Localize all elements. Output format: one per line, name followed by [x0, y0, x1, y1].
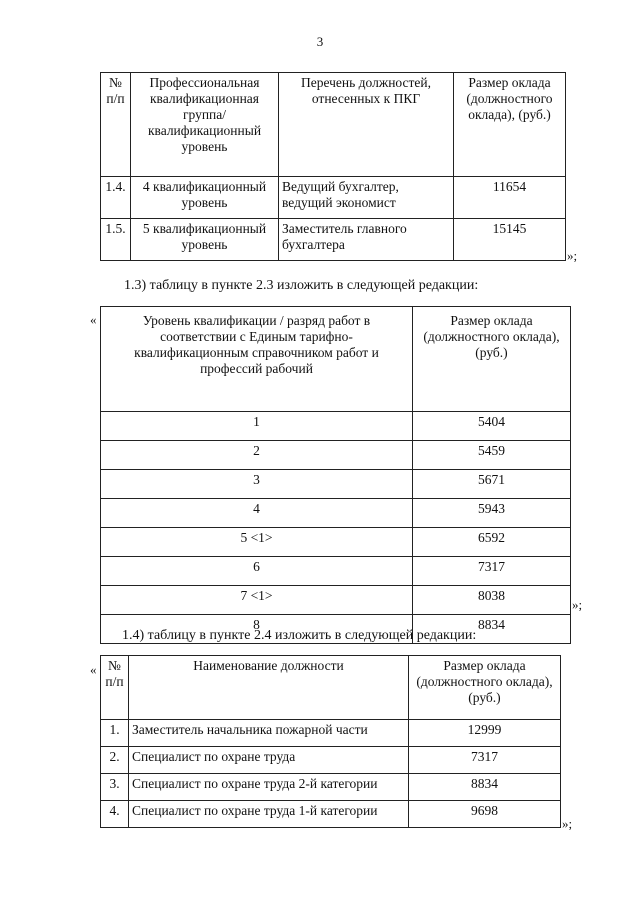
table-position-salaries — [100, 655, 561, 828]
header-position: Наименование должности — [129, 656, 409, 720]
row-salary: 8834 — [409, 774, 561, 801]
row-salary: 6592 — [413, 528, 571, 557]
header-num: № п/п — [101, 73, 131, 177]
open-quote-3: « — [90, 662, 97, 677]
table-header-row — [101, 73, 566, 177]
header-qualification: Уровень квалификации / разряд работ в соответствии с Единым тарифно-квалификационным справочником работ и профессий рабочий — [101, 307, 413, 412]
table-row — [101, 774, 561, 801]
header-salary: Размер оклада (должностного оклада), (руб.) — [409, 656, 561, 720]
row-level: 5 <1> — [101, 528, 413, 557]
table-row — [101, 412, 571, 441]
open-quote-2: « — [90, 312, 97, 327]
row-level: 6 — [101, 557, 413, 586]
close-quote-3: »; — [562, 816, 573, 831]
row-level: 5 квалификационный уровень — [131, 219, 279, 261]
row-level: 2 — [101, 441, 413, 470]
row-level: 3 — [101, 470, 413, 499]
row-level: 4 квалификационный уровень — [131, 177, 279, 219]
table-row — [101, 747, 561, 774]
header-group: Профессиональная квалификационная группа/ квалификационный уровень — [131, 73, 279, 177]
row-positions: Заместитель главного бухгалтера — [279, 219, 454, 261]
row-num: 2. — [101, 747, 129, 774]
header-num: № п/п — [101, 656, 129, 720]
page-number: 3 — [316, 34, 324, 49]
row-position: Специалист по охране труда 1-й категории — [129, 801, 409, 828]
table-pkg-salaries — [100, 72, 566, 261]
table-header-row — [101, 307, 571, 412]
table-row — [101, 177, 566, 219]
table-row — [101, 219, 566, 261]
header-salary: Размер оклада (должностного оклада), (руб.) — [413, 307, 571, 412]
table-row — [101, 720, 561, 747]
table-row — [101, 470, 571, 499]
row-positions: Ведущий бухгалтер, ведущий экономист — [279, 177, 454, 219]
table-row — [101, 528, 571, 557]
header-salary: Размер оклада (должностного оклада), (руб.) — [454, 73, 566, 177]
table-row — [101, 801, 561, 828]
table-row — [101, 441, 571, 470]
row-salary: 15145 — [454, 219, 566, 261]
row-num: 1.5. — [101, 219, 131, 261]
row-salary: 7317 — [409, 747, 561, 774]
row-position: Специалист по охране труда 2-й категории — [129, 774, 409, 801]
row-salary: 7317 — [413, 557, 571, 586]
row-salary: 9698 — [409, 801, 561, 828]
row-salary: 11654 — [454, 177, 566, 219]
row-num: 4. — [101, 801, 129, 828]
row-level: 4 — [101, 499, 413, 528]
row-level: 1 — [101, 412, 413, 441]
row-level: 7 <1> — [101, 586, 413, 615]
row-salary: 5943 — [413, 499, 571, 528]
row-salary: 8038 — [413, 586, 571, 615]
table-worker-salaries — [100, 306, 571, 644]
table-header-row — [101, 656, 561, 720]
row-num: 1.4. — [101, 177, 131, 219]
table-row — [101, 586, 571, 615]
header-positions: Перечень должностей, отнесенных к ПКГ — [279, 73, 454, 177]
row-salary: 5404 — [413, 412, 571, 441]
close-quote-1: »; — [567, 248, 578, 263]
row-num: 1. — [101, 720, 129, 747]
row-level: 8 — [101, 615, 413, 644]
paragraph-1-4: 1.4) таблицу в пункте 2.4 изложить в следующей редакции: — [122, 628, 477, 643]
row-salary: 5459 — [413, 441, 571, 470]
row-salary: 12999 — [409, 720, 561, 747]
paragraph-1-3: 1.3) таблицу в пункте 2.3 изложить в следующей редакции: — [124, 278, 479, 293]
table-row — [101, 557, 571, 586]
row-num: 3. — [101, 774, 129, 801]
row-position: Специалист по охране труда — [129, 747, 409, 774]
row-position: Заместитель начальника пожарной части — [129, 720, 409, 747]
row-salary: 8834 — [413, 615, 571, 644]
table-row — [101, 499, 571, 528]
row-salary: 5671 — [413, 470, 571, 499]
close-quote-2: »; — [572, 597, 583, 612]
